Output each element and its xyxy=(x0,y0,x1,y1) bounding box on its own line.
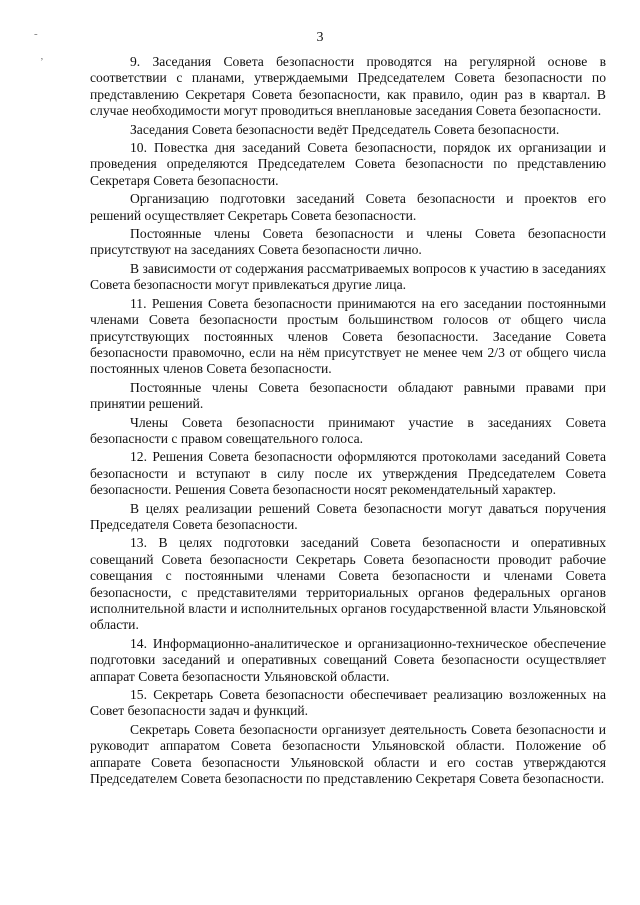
paragraph: Постоянные члены Совета безопасности и члены Совета безопасности присутствуют на заседаниях Совета безопасности лично. xyxy=(90,226,606,258)
scan-mark: ’ xyxy=(40,56,44,68)
paragraph: 12. Решения Совета безопасности оформляются протоколами заседаний Совета безопасности и вступают в силу после их утверждения Председателем Совета безопасности. Решения Совета безопасности носят рекомендательный характер. xyxy=(90,449,606,498)
paragraph: Организацию подготовки заседаний Совета безопасности и проектов его решений осуществляет Секретарь Совета безопасности. xyxy=(90,191,606,223)
paragraph: 14. Информационно-аналитическое и организационно-техническое обеспечение подготовки заседаний и оперативных совещаний Совета безопасности осуществляет аппарат Совета безопасности Ульяновской области. xyxy=(90,635,606,684)
scan-mark: - xyxy=(34,28,38,40)
paragraph: 10. Повестка дня заседаний Совета безопасности, порядок их организации и проведения определяются Председателем Совета безопасности по представлению Секретаря Совета безопасности. xyxy=(90,140,606,188)
paragraph: В зависимости от содержания рассматриваемых вопросов к участию в заседаниях Совета безопасности могут привлекаться другие лица. xyxy=(90,260,606,293)
paragraph: 13. В целях подготовки заседаний Совета безопасности и оперативных совещаний Совета безопасности Секретарь Совета безопасности проводит рабочие совещания с постоянными членами Совета безопасности и членами Совета безопасности, с представителями территориальных органов федеральных органов исполнительной власти и исполнительных органов государственной власти Ульяновской области. xyxy=(90,535,606,633)
paragraph: Секретарь Совета безопасности организует деятельность Совета безопасности и руководит аппаратом Совета безопасности Ульяновской области. Положение об аппарате Совета безопасности Ульяновской области и его состав утверждаются Председателем Совета безопасности по представлению Секретаря Совета безопасности. xyxy=(90,721,606,787)
paragraph: 9. Заседания Совета безопасности проводятся на регулярной основе в соответствии с планами, утверждаемыми Председателем Совета безопасности по представлению Секретаря Совета безопасности, как правило, один раз в квартал. В случае необходимости могут проводиться внеплановые заседания Совета безопасности. xyxy=(90,54,606,119)
paragraph: В целях реализации решений Совета безопасности могут даваться поручения Председателя Совета безопасности. xyxy=(90,500,606,532)
paragraph: 11. Решения Совета безопасности принимаются на его заседании постоянными членами Совета безопасности простым большинством голосов от общего числа присутствующих постоянных членов Совета безопасности. Заседание Совета безопасности правомочно, если на нём присутствует не менее чем 2/3 от общего числа постоянных членов Совета безопасности. xyxy=(90,295,606,377)
paragraph: 15. Секретарь Совета безопасности обеспечивает реализацию возложенных на Совет безопасности задач и функций. xyxy=(90,687,606,719)
paragraph: Заседания Совета безопасности ведёт Председатель Совета безопасности. xyxy=(130,121,560,137)
paragraph: Постоянные члены Совета безопасности обладают равными правами при принятии решений. xyxy=(90,379,606,412)
paragraph: Члены Совета безопасности принимают участие в заседаниях Совета безопасности с правом совещательного голоса. xyxy=(90,414,606,446)
page-number: 3 xyxy=(316,30,324,45)
document-body xyxy=(90,54,606,789)
